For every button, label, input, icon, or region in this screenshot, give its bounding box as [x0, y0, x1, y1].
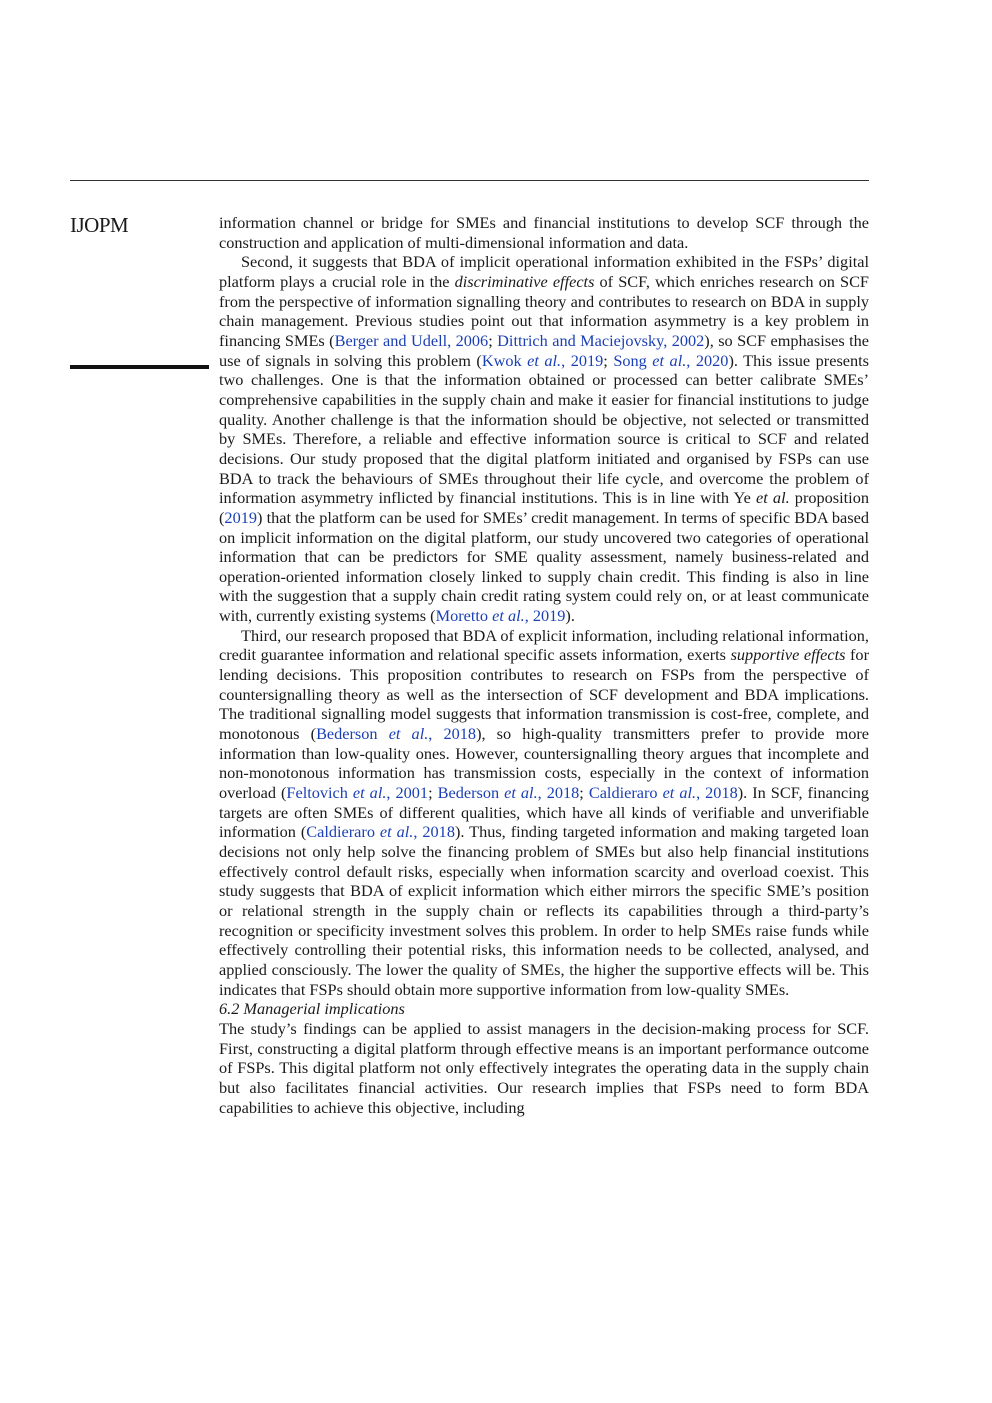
paragraph-3: Third, our research proposed that BDA of explicit information, including relational information, credit guarantee information and relational specific assets information, exerts supportive effects for lending decisions. This proposition contributes to research on FSPs from the perspective of countersignalling theory as well as the intersection of SCF development and BDA implications. The traditional signalling model suggests that information transmission is cost-free, complete, and monotonous (Bederson et al., 2018), so high-quality transmitters prefer to provide more information than low-quality ones. However, countersignalling theory argues that incomplete and non-monotonous information has transmission costs, especially in the context of information overload (Feltovich et al., 2001; Bederson et al., 2018; Caldieraro et al., 2018). In SCF, financing targets are often SMEs of different qualities, which have all kinds of verifiable and unverifiable information (Caldieraro et al., 2018). Thus, finding targeted information and making targeted loan decisions not only help solve the financing problem of SMEs but also help financial institutions effectively control default risks, especially when information scarcity and overload coexist. This study suggests that BDA of explicit information which either mirrors the specific SME’s position or relational strength in the supply chain or reflects its capabilities through a third-party’s recognition or specificity investment solves this problem. In order to help SMEs raise funds while effectively controlling their potential risks, this information needs to be collected, analysed, and applied consciously. The lower the quality of SMEs, the higher the supportive effects will be. This indicates that FSPs should obtain more supportive information from low-quality SMEs.	[219, 625, 870, 999]
citation-link[interactable]: Feltovich et al., 2001	[286, 783, 429, 803]
citation-link[interactable]: 2019	[224, 507, 257, 527]
paragraph-1: information channel or bridge for SMEs and financial institutions to develop SCF through the construction and application of multi-dimensional information and data.	[219, 213, 869, 252]
citation-link[interactable]: Dittrich and Maciejovsky, 2002	[497, 330, 705, 350]
citation-link[interactable]: Kwok et al., 2019	[481, 350, 604, 370]
citation-link[interactable]: Song et al., 2020	[613, 350, 729, 370]
citation-link[interactable]: Bederson et al., 2018	[437, 783, 580, 803]
margin-rule	[70, 365, 209, 369]
journal-title: IJOPM	[70, 213, 129, 237]
citation-link[interactable]: Moretto et al., 2019	[435, 606, 566, 626]
article-body	[219, 213, 869, 1117]
paragraph-2: Second, it suggests that BDA of implicit operational information exhibited in the FSPs’ digital platform plays a crucial role in the discriminative effects of SCF, which enriches research on SCF from the perspective of information signalling theory and contributes to research on BDA in supply chain management. Previous studies point out that information asymmetry is a key problem in financing SMEs (Berger and Udell, 2006; Dittrich and Maciejovsky, 2002), so SCF emphasises the use of signals in solving this problem (Kwok et al., 2019; Song et al., 2020). This issue presents two challenges. One is that the information obtained or processed can better calibrate SMEs’ comprehensive capabilities in the supply chain and make it easier for financial institutions to judge quality. Another challenge is that the information should be objective, not selected or transmitted by SMEs. Therefore, a reliable and effective information source is critical to SCF and related decisions. Our study proposed that the digital platform initiated and organised by FSPs can use BDA to track the behaviours of SMEs throughout their life cycle, and overcome the problem of information asymmetry inflicted by financial institutions. This is in line with Ye et al. proposition (2019) that the platform can be used for SMEs’ credit management. In terms of specific BDA based on implicit information on the digital platform, our study uncovered two categories of operational information that can be predictors for SME quality assessment, namely business-related and operation-oriented information closely linked to supply chain credit. This finding is also in line with the suggestion that a supply chain credit rating system could rely on, or at least communicate with, currently existing systems (Moretto et al., 2019).	[219, 252, 870, 626]
citation-link[interactable]: Berger and Udell, 2006	[334, 330, 489, 350]
section-heading: 6.2 Managerial implications	[219, 999, 405, 1019]
header-rule	[70, 180, 869, 181]
citation-link[interactable]: Bederson et al., 2018	[316, 724, 477, 744]
citation-link[interactable]: Caldieraro et al., 2018	[306, 822, 455, 842]
paragraph-4: The study’s findings can be applied to assist managers in the decision-making process for SCF. First, constructing a digital platform through effective means is an important performance outcome of FSPs. This digital platform not only effectively integrates the operating data in the supply chain but also facilitates financial activities. Our research implies that FSPs need to form BDA capabilities to achieve this objective, including	[219, 1018, 869, 1117]
citation-link[interactable]: Caldieraro et al., 2018	[588, 783, 738, 803]
